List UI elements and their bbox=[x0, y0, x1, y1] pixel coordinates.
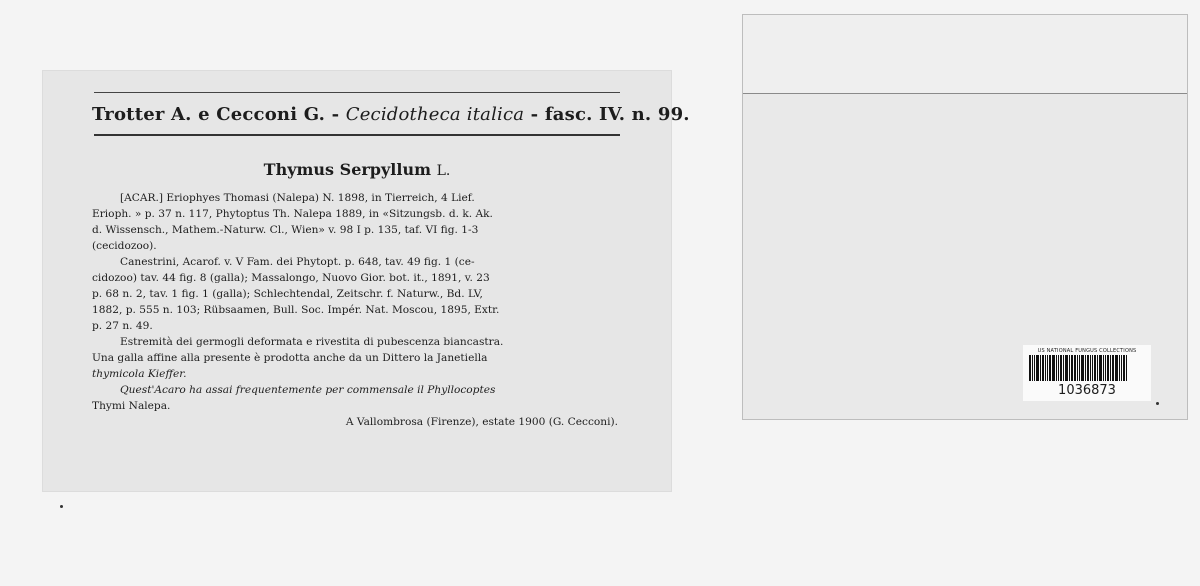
body-line: p. 68 n. 2, tav. 1 fig. 1 (galla); Schlechtendal, Zeitschr. f. Naturw., Bd. LV, bbox=[92, 288, 483, 300]
barcode-bar bbox=[1110, 355, 1111, 381]
species-name: Thymus Serpyllum bbox=[263, 160, 431, 179]
specimen-label bbox=[42, 70, 690, 492]
barcode-bar bbox=[1094, 355, 1096, 381]
barcode-bar bbox=[1090, 355, 1091, 381]
speck bbox=[60, 505, 63, 508]
barcode-bar bbox=[1065, 355, 1068, 381]
body-line: cidozoo) tav. 44 fig. 8 (galla); Massalongo, Nuovo Gior. bot. it., 1891, v. 23 bbox=[92, 272, 490, 284]
barcode-bar bbox=[1029, 355, 1031, 381]
collection-name: US NATIONAL FUNGUS COLLECTIONS bbox=[1037, 348, 1137, 354]
header-series: Cecidotheca italica bbox=[345, 104, 525, 125]
barcode-bar bbox=[1040, 355, 1041, 381]
body-line: d. Wissensch., Mathem.-Naturw. Cl., Wien» v. 98 I p. 135, taf. VI fig. 1-3 bbox=[92, 224, 479, 236]
barcode-bar bbox=[1052, 355, 1055, 381]
barcode-bar bbox=[1105, 355, 1106, 381]
body-line: (cecidozoo). bbox=[92, 240, 157, 252]
barcode-bar bbox=[1092, 355, 1093, 381]
barcode-bar bbox=[1079, 355, 1080, 381]
barcode-bar bbox=[1115, 355, 1118, 381]
envelope-flap bbox=[743, 15, 1187, 94]
barcode-bar bbox=[1099, 355, 1102, 381]
body-line: [ACAR.] Eriophyes Thomasi (Nalepa) N. 1898, in Tierreich, 4 Lief. bbox=[120, 192, 475, 204]
barcode-bar bbox=[1045, 355, 1046, 381]
barcode-bar bbox=[1049, 355, 1051, 381]
label-header bbox=[92, 104, 690, 125]
barcode-bar bbox=[1126, 355, 1127, 381]
collector-signature: A Vallombrosa (Firenze), estate 1900 (G. Cecconi). bbox=[345, 416, 618, 428]
top-rule bbox=[94, 92, 620, 93]
barcode-bar bbox=[1081, 355, 1084, 381]
barcode-bar bbox=[1077, 355, 1078, 381]
barcode-bar bbox=[1034, 355, 1035, 381]
barcode-bar bbox=[1121, 355, 1122, 381]
body-line: thymicola Kieffer. bbox=[92, 368, 187, 380]
specimen-envelope bbox=[742, 14, 1188, 420]
body-line: Canestrini, Acarof. v. V Fam. dei Phytopt. p. 648, tav. 49 fig. 1 (ce- bbox=[120, 256, 475, 268]
body-line: p. 27 n. 49. bbox=[92, 320, 153, 332]
barcode-bar bbox=[1060, 355, 1062, 381]
body-line: Una galla affine alla presente è prodotta anche da un Dittero la Janetiella bbox=[92, 352, 488, 364]
species-title bbox=[42, 160, 672, 179]
accession-number: 1036873 bbox=[1058, 383, 1116, 398]
header-authors: Trotter A. e Cecconi G. - bbox=[92, 104, 346, 125]
barcode-bar bbox=[1085, 355, 1086, 381]
barcode-bar bbox=[1058, 355, 1059, 381]
barcode-icon bbox=[1029, 355, 1145, 381]
label-body bbox=[92, 190, 626, 430]
body-line: Erioph. » p. 37 n. 117, Phytoptus Th. Nalepa 1889, in «Sitzungsb. d. k. Ak. bbox=[92, 208, 493, 220]
barcode-bar bbox=[1112, 355, 1114, 381]
barcode-bar bbox=[1123, 355, 1125, 381]
barcode-bar bbox=[1107, 355, 1109, 381]
header-rule bbox=[94, 134, 620, 136]
barcode-bar bbox=[1056, 355, 1057, 381]
barcode-bar bbox=[1042, 355, 1044, 381]
body-line: Quest'Acaro ha assai frequentemente per commensale il Phyllocoptes bbox=[120, 384, 496, 396]
barcode-bar bbox=[1097, 355, 1098, 381]
barcode-bar bbox=[1071, 355, 1073, 381]
barcode-bar bbox=[1047, 355, 1048, 381]
barcode-bar bbox=[1036, 355, 1039, 381]
barcode-bar bbox=[1069, 355, 1070, 381]
body-line: Estremità dei germogli deformata e rivestita di pubescenza biancastra. bbox=[120, 336, 504, 348]
body-line: 1882, p. 555 n. 103; Rübsaamen, Bull. Soc. Impér. Nat. Moscou, 1895, Extr. bbox=[92, 304, 500, 316]
barcode-bar bbox=[1103, 355, 1104, 381]
barcode-bar bbox=[1087, 355, 1089, 381]
species-author: L. bbox=[436, 163, 451, 179]
collection-barcode-label bbox=[1023, 345, 1151, 401]
speck bbox=[1156, 402, 1159, 405]
barcode-bar bbox=[1119, 355, 1120, 381]
barcode-bar bbox=[1032, 355, 1033, 381]
barcode-bar bbox=[1063, 355, 1064, 381]
barcode-bar bbox=[1074, 355, 1076, 381]
body-line: Thymi Nalepa. bbox=[92, 400, 171, 412]
header-fascicle: - fasc. IV. n. 99. bbox=[524, 104, 690, 125]
